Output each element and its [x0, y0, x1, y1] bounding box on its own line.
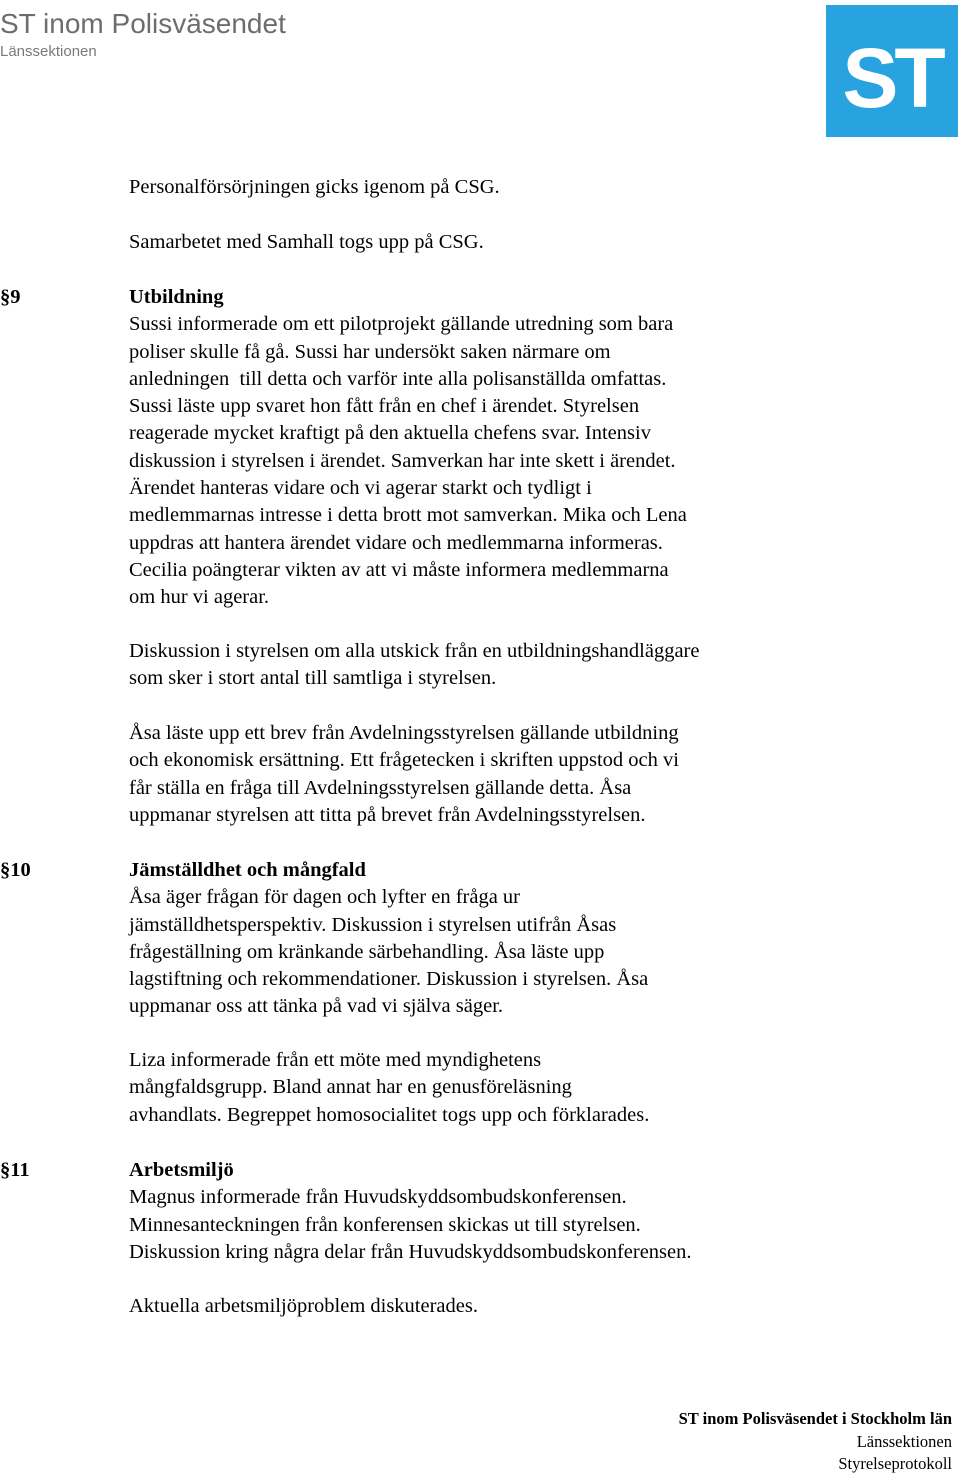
text-line: Diskussion i styrelsen om alla utskick från en utbildningshandläggare	[129, 640, 700, 662]
section-number: §10	[0, 859, 31, 881]
text-line: medlemmarnas intresse i detta brott mot samverkan. Mika och Lena	[129, 504, 687, 527]
footer-doc-type: Styrelseprotokoll	[838, 1454, 952, 1473]
text-line: Åsa äger frågan för dagen och lyfter en fråga ur	[129, 886, 521, 909]
paragraph	[129, 638, 829, 693]
text-line: mångfaldsgrupp. Bland annat har en genusföreläsning	[129, 1076, 572, 1099]
paragraph	[129, 1293, 829, 1320]
text-line: Magnus informerade från Huvudskyddsombudskonferensen.	[129, 1186, 627, 1209]
section-11	[129, 1157, 829, 1266]
text-line: Cecilia poängterar vikten av att vi måste informera medlemmarna	[129, 558, 669, 581]
section-heading: Arbetsmiljö	[129, 1159, 234, 1181]
footer-org: ST inom Polisväsendet i Stockholm län	[678, 1409, 952, 1428]
intro-line-1: Personalförsörjningen gicks igenom på CSG.	[129, 176, 500, 198]
text-line: Sussi informerade om ett pilotprojekt gällande utredning som bara	[129, 313, 674, 336]
st-logo	[826, 5, 958, 137]
paragraph	[129, 1047, 829, 1129]
page-footer	[679, 1408, 952, 1476]
text-line: Aktuella arbetsmiljöproblem diskuterades.	[129, 1295, 478, 1317]
text-line: diskussion i styrelsen i ärendet. Samverkan har inte skett i ärendet.	[129, 449, 676, 472]
text-line: lagstiftning och rekommendationer. Diskussion i styrelsen. Åsa	[129, 968, 649, 991]
text-line: Liza informerade från ett möte med myndighetens	[129, 1049, 542, 1071]
text-line: poliser skulle få gå. Sussi har undersökt saken närmare om	[129, 340, 611, 363]
text-line: anledningen till detta och varför inte alla polisanställda omfattas.	[129, 367, 667, 390]
section-9	[129, 284, 829, 612]
text-line: jämställdhetsperspektiv. Diskussion i styrelsen utifrån Åsas	[129, 913, 617, 936]
text-line: Ärendet hanteras vidare och vi agerar starkt och tydligt i	[129, 477, 592, 500]
text-line: får ställa en fråga till Avdelningsstyrelsen gällande detta. Åsa	[129, 776, 632, 799]
section-10	[129, 857, 829, 1021]
logo-text: ST	[842, 31, 942, 125]
section-heading: Utbildning	[129, 286, 224, 308]
text-line: som sker i stort antal till samtliga i styrelsen.	[129, 667, 497, 690]
section-number: §9	[0, 286, 21, 308]
org-title: ST inom Polisväsendet	[0, 8, 286, 39]
text-line: frågeställning om kränkande särbehandling. Åsa läste upp	[129, 940, 605, 963]
text-line: Diskussion kring några delar från Huvudskyddsombudskonferensen.	[129, 1240, 692, 1263]
section-number: §11	[0, 1159, 30, 1181]
org-subtitle: Länssektionen	[0, 43, 97, 60]
text-line: och ekonomisk ersättning. Ett frågetecken i skriften uppstod och vi	[129, 749, 679, 772]
text-line: uppdras att hantera ärendet vidare och medlemmarna informeras.	[129, 531, 663, 554]
text-line: om hur vi agerar.	[129, 586, 270, 609]
st-logo-icon	[826, 5, 958, 137]
text-line: Åsa läste upp ett brev från Avdelningsstyrelsen gällande utbildning	[129, 722, 679, 744]
text-line: avhandlats. Begreppet homosocialitet togs upp och förklarades.	[129, 1103, 650, 1126]
section-heading: Jämställdhet och mångfald	[129, 859, 366, 881]
paragraph	[129, 720, 829, 829]
text-line: uppmanar styrelsen att titta på brevet från Avdelningsstyrelsen.	[129, 803, 646, 826]
text-line: Minnesanteckningen från konferensen skickas ut till styrelsen.	[129, 1213, 641, 1236]
text-line: reagerade mycket kraftigt på den aktuella chefens svar. Intensiv	[129, 422, 651, 445]
intro-line-2: Samarbetet med Samhall togs upp på CSG.	[129, 231, 484, 253]
text-line: uppmanar oss att tänka på vad vi själva säger.	[129, 995, 504, 1018]
footer-section: Länssektionen	[856, 1431, 952, 1451]
text-line: Sussi läste upp svaret hon fått från en chef i ärendet. Styrelsen	[129, 395, 640, 418]
